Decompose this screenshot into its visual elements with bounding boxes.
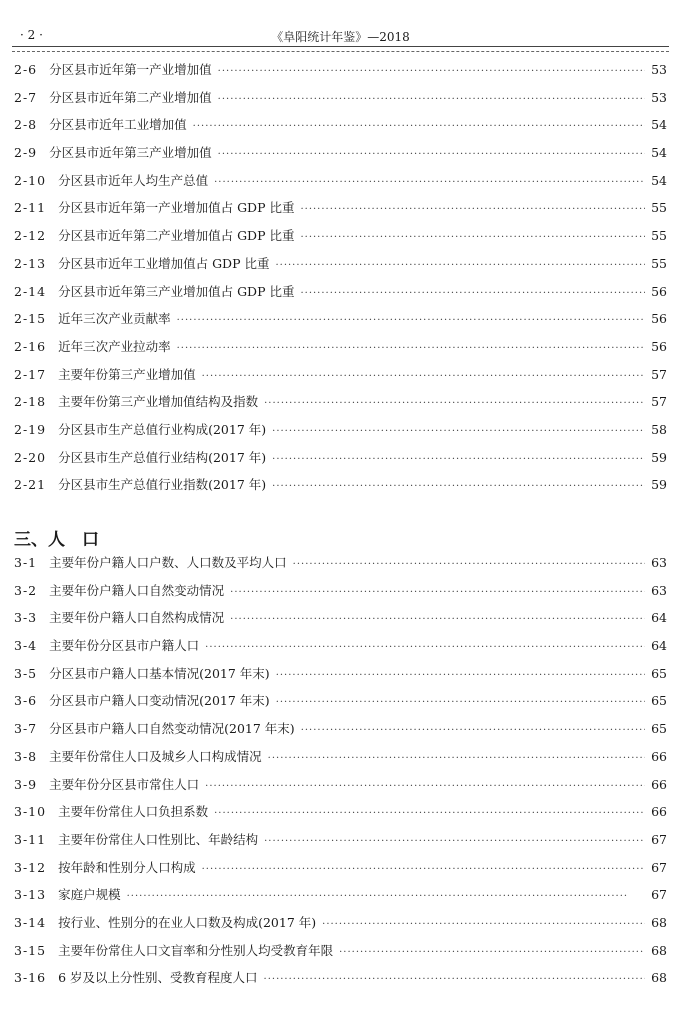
entry-title: 主要年份户籍人口自然变动情况 (49, 582, 225, 598)
toc-entry[interactable] (14, 254, 667, 282)
toc-entry[interactable] (14, 664, 667, 692)
entry-title: 主要年份常住人口文盲率和分性别人均受教育年限 (58, 942, 334, 958)
toc-entry[interactable] (14, 553, 667, 581)
dot-leader (272, 454, 645, 465)
entry-title: 主要年份户籍人口自然构成情况 (49, 610, 225, 626)
dot-leader (272, 426, 645, 437)
entry-page: 67 (651, 831, 667, 847)
entry-page: 64 (651, 610, 667, 626)
entry-number: 3-8 (14, 748, 38, 764)
dot-leader (301, 725, 645, 736)
entry-page: 53 (651, 62, 667, 77)
entry-page: 66 (651, 748, 667, 764)
toc-entry[interactable] (14, 968, 667, 996)
toc-entry[interactable] (14, 913, 667, 941)
entry-title: 按行业、性别分的在业人口数及构成(2017 年) (58, 914, 317, 930)
entry-number: 2-12 (14, 228, 47, 244)
entry-page: 66 (651, 776, 667, 792)
toc-entry[interactable] (14, 719, 667, 747)
toc-list-section-2 (14, 60, 667, 503)
dot-leader (230, 587, 645, 598)
entry-title: 分区县市户籍人口变动情况(2017 年末) (49, 693, 270, 709)
dot-leader (293, 559, 645, 570)
dot-leader (214, 808, 645, 819)
book-title: 《阜阳统计年鉴》—2018 (271, 30, 410, 44)
entry-page: 56 (651, 338, 667, 354)
entry-page: 68 (651, 970, 667, 986)
entry-title: 分区县市生产总值行业结构(2017 年) (58, 449, 267, 465)
entry-title: 分区县市近年第三产业增加值 (49, 145, 212, 161)
toc-entry[interactable] (14, 581, 667, 609)
entry-title: 主要年份常住人口及城乡人口构成情况 (49, 748, 262, 764)
entry-number: 2-14 (14, 283, 47, 299)
entry-page: 54 (651, 145, 667, 161)
dot-leader (202, 864, 645, 875)
dot-leader (127, 891, 645, 902)
dot-leader (218, 149, 645, 160)
dot-leader (177, 315, 645, 326)
toc-entry[interactable] (14, 802, 667, 830)
toc-entry[interactable] (14, 282, 667, 310)
entry-number: 3-9 (14, 776, 38, 792)
entry-title: 分区县市近年第一产业增加值 (49, 62, 212, 77)
entry-page: 55 (651, 200, 667, 216)
toc-entry[interactable] (14, 885, 667, 913)
entry-number: 2-9 (14, 145, 38, 161)
toc-entry[interactable] (14, 691, 667, 719)
entry-title: 主要年份常住人口负担系数 (58, 804, 209, 820)
entry-title: 分区县市近年第二产业增加值占 GDP 比重 (58, 228, 295, 244)
entry-page: 65 (651, 693, 667, 709)
dot-leader (264, 398, 645, 409)
entry-title: 分区县市近年工业增加值占 GDP 比重 (58, 255, 270, 271)
entry-title: 分区县市户籍人口自然变动情况(2017 年末) (49, 721, 295, 737)
running-header (14, 28, 667, 46)
entry-number: 3-10 (14, 804, 47, 820)
entry-title: 主要年份常住人口性别比、年龄结构 (58, 831, 259, 847)
entry-number: 2-10 (14, 172, 47, 188)
entry-title: 主要年份分区县市常住人口 (49, 776, 200, 792)
dot-leader (300, 204, 645, 215)
entry-number: 2-15 (14, 311, 47, 327)
entry-number: 2-13 (14, 255, 47, 271)
dot-leader (193, 121, 645, 132)
entry-page: 63 (651, 582, 667, 598)
dot-leader (214, 177, 645, 188)
entry-title: 分区县市近年第一产业增加值占 GDP 比重 (58, 200, 295, 216)
entry-page: 59 (651, 477, 667, 493)
entry-number: 2-8 (14, 117, 38, 133)
entry-title: 6 岁及以上分性别、受教育程度人口 (58, 970, 258, 986)
entry-page: 65 (651, 665, 667, 681)
entry-title: 近年三次产业贡献率 (58, 311, 171, 327)
entry-page: 55 (651, 228, 667, 244)
toc-entry[interactable] (14, 60, 667, 88)
toc-entry[interactable] (14, 448, 667, 476)
entry-number: 3-16 (14, 970, 47, 986)
toc-entry[interactable] (14, 830, 667, 858)
toc-entry[interactable] (14, 858, 667, 886)
entry-number: 2-17 (14, 366, 47, 382)
dot-leader (205, 642, 645, 653)
dot-leader (276, 697, 645, 708)
toc-list-section-3 (14, 553, 667, 996)
toc-entry[interactable] (14, 420, 667, 448)
entry-number: 2-7 (14, 89, 38, 105)
entry-page: 53 (651, 89, 667, 105)
entry-number: 3-6 (14, 693, 38, 709)
dot-leader (300, 288, 645, 299)
entry-number: 2-16 (14, 338, 47, 354)
dot-leader (339, 947, 645, 958)
dot-leader (275, 260, 645, 271)
entry-number: 3-7 (14, 721, 38, 737)
entry-title: 主要年份分区县市户籍人口 (49, 638, 200, 654)
entry-title: 主要年份第三产业增加值 (58, 366, 196, 382)
toc-entry[interactable] (14, 775, 667, 803)
toc-entry[interactable] (14, 143, 667, 171)
entry-page: 56 (651, 283, 667, 299)
entry-title: 分区县市近年第二产业增加值 (49, 89, 212, 105)
dot-leader (268, 753, 645, 764)
toc-entry[interactable] (14, 747, 667, 775)
entry-number: 3-15 (14, 942, 47, 958)
entry-number: 2-18 (14, 394, 47, 410)
dot-leader (205, 781, 645, 792)
toc-entry[interactable] (14, 171, 667, 199)
entry-title: 分区县市近年第三产业增加值占 GDP 比重 (58, 283, 295, 299)
toc-entry[interactable] (14, 475, 667, 503)
toc-entry[interactable] (14, 365, 667, 393)
dot-leader (300, 232, 645, 243)
entry-title: 分区县市近年人均生产总值 (58, 172, 209, 188)
dot-leader (276, 670, 645, 681)
dot-leader (230, 614, 645, 625)
toc-entry[interactable] (14, 608, 667, 636)
dot-leader (202, 371, 645, 382)
entry-page: 54 (651, 172, 667, 188)
entry-title: 按年龄和性别分人口构成 (58, 859, 196, 875)
entry-number: 3-12 (14, 859, 47, 875)
entry-page: 57 (651, 366, 667, 382)
toc-entry[interactable] (14, 636, 667, 664)
entry-number: 3-3 (14, 610, 38, 626)
entry-page: 63 (651, 555, 667, 570)
entry-page: 68 (651, 942, 667, 958)
entry-page: 64 (651, 638, 667, 654)
dot-leader (218, 66, 645, 77)
entry-page: 54 (651, 117, 667, 133)
toc-entry[interactable] (14, 226, 667, 254)
entry-page: 65 (651, 721, 667, 737)
dot-leader (264, 974, 646, 985)
entry-title: 家庭户规模 (58, 887, 121, 903)
entry-number: 2-21 (14, 477, 47, 493)
entry-title: 近年三次产业拉动率 (58, 338, 171, 354)
entry-number: 3-4 (14, 638, 38, 654)
entry-title: 分区县市生产总值行业构成(2017 年) (58, 421, 267, 437)
toc-entry[interactable] (14, 115, 667, 143)
toc-entry[interactable] (14, 198, 667, 226)
entry-number: 2-11 (14, 200, 47, 216)
entry-number: 3-1 (14, 555, 38, 570)
dot-leader (272, 481, 645, 492)
entry-number: 3-13 (14, 887, 47, 903)
section-heading: 三、人 口 (14, 530, 99, 550)
entry-page: 67 (651, 859, 667, 875)
entry-number: 3-2 (14, 582, 38, 598)
entry-page: 67 (651, 887, 667, 903)
toc-entry[interactable] (14, 88, 667, 116)
entry-number: 2-6 (14, 62, 38, 77)
dot-leader (322, 919, 645, 930)
toc-entry[interactable] (14, 337, 667, 365)
entry-page: 66 (651, 804, 667, 820)
entry-page: 56 (651, 311, 667, 327)
entry-number: 3-14 (14, 914, 47, 930)
entry-page: 58 (651, 421, 667, 437)
entry-title: 主要年份第三产业增加值结构及指数 (58, 394, 259, 410)
entry-number: 3-11 (14, 831, 47, 847)
entry-title: 分区县市生产总值行业指数(2017 年) (58, 477, 267, 493)
entry-page: 68 (651, 914, 667, 930)
entry-page: 57 (651, 394, 667, 410)
dot-leader (218, 94, 645, 105)
toc-entry[interactable] (14, 309, 667, 337)
dot-leader (264, 836, 645, 847)
entry-title: 分区县市近年工业增加值 (49, 117, 187, 133)
dot-leader (177, 343, 645, 354)
toc-entry[interactable] (14, 941, 667, 969)
entry-number: 2-20 (14, 449, 47, 465)
entry-page: 55 (651, 255, 667, 271)
header-divider (12, 46, 669, 52)
entry-number: 3-5 (14, 665, 38, 681)
toc-entry[interactable] (14, 392, 667, 420)
entry-title: 分区县市户籍人口基本情况(2017 年末) (49, 665, 270, 681)
entry-number: 2-19 (14, 421, 47, 437)
entry-title: 主要年份户籍人口户数、人口数及平均人口 (49, 555, 287, 570)
page-number: · 2 · (20, 28, 43, 42)
entry-page: 59 (651, 449, 667, 465)
